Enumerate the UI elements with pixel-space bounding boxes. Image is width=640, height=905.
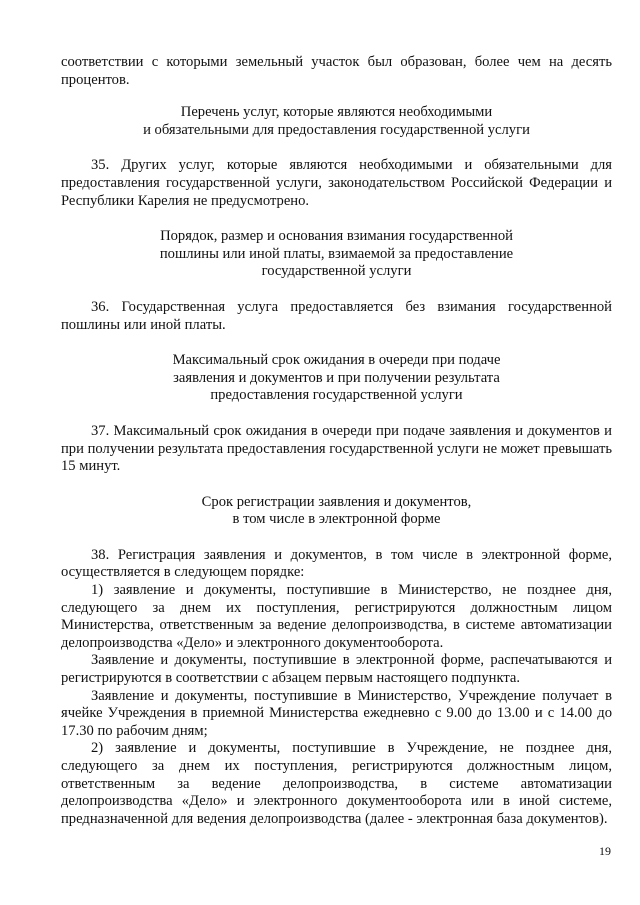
heading-queue-line3: предоставления государственной услуги xyxy=(210,387,463,404)
paragraph-38-ministry: Заявление и документы, поступившие в Министерство, Учреждение получает в ячейке Учреждения в приемной Министерства ежедневно с 9.00 до 13.00 и с 14.00 до 17.30 по рабочим дням; xyxy=(61,687,612,739)
paragraph-35: 35. Других услуг, которые являются необходимыми и обязательными для предоставления государственной услуги, законодательством Российской Федерации и Республики Карелия не предусмотрено. xyxy=(61,157,612,209)
paragraph-38-item1: 1) заявление и документы, поступившие в Министерство, не позднее дня, следующего за днем их поступления, регистрируются должностным лицом Министерства, ответственным за ведение делопроизводства, в системе автоматизации делопроизводства «Дело» и электронного документооборота. xyxy=(61,582,612,651)
page-number: 19 xyxy=(599,844,611,858)
document-page xyxy=(61,54,612,828)
paragraph-37: 37. Максимальный срок ожидания в очереди при подаче заявления и документов и при получении результата предоставления государственной услуги не может превышать 15 минут. xyxy=(61,422,612,475)
heading-queue-line1: Максимальный срок ожидания в очереди при подаче xyxy=(172,352,501,369)
heading-queue-line2: заявления и документов и при получении результата xyxy=(173,369,500,386)
heading-fee-line1: Порядок, размер и основания взимания государственной xyxy=(160,228,513,245)
paragraph-38-item2: 2) заявление и документы, поступившие в Учреждение, не позднее дня, следующего за днем их поступления, регистрируются должностным лицом, ответственным за ведение делопроизводства, в системе автоматизации делопроизводства «Дело» и электронного документооборота или в иной системе, предназначенной для ведения делопроизводства (далее - электронная база документов). xyxy=(61,740,612,827)
heading-registration-line1: Срок регистрации заявления и документов, xyxy=(201,493,472,510)
heading-services-line1: Перечень услуг, которые являются необходимыми xyxy=(180,104,493,121)
heading-fee-line2: пошлины или иной платы, взимаемой за предоставление xyxy=(159,245,514,262)
paragraph-intro: соответствии с которыми земельный участок был образован, более чем на десять процентов. xyxy=(61,54,612,88)
heading-fee-line3: государственной услуги xyxy=(261,263,412,280)
heading-registration-line2: в том числе в электронной форме xyxy=(232,511,441,528)
paragraph-36: 36. Государственная услуга предоставляется без взимания государственной пошлины или иной платы. xyxy=(61,298,612,333)
paragraph-38: 38. Регистрация заявления и документов, в том числе в электронной форме, осуществляется в следующем порядке: xyxy=(61,546,612,581)
heading-services-line2: и обязательными для предоставления государственной услуги xyxy=(143,121,530,138)
paragraph-38-electronic: Заявление и документы, поступившие в электронной форме, распечатываются и регистрируются в соответствии с абзацем первым настоящего подпункта. xyxy=(61,652,612,687)
